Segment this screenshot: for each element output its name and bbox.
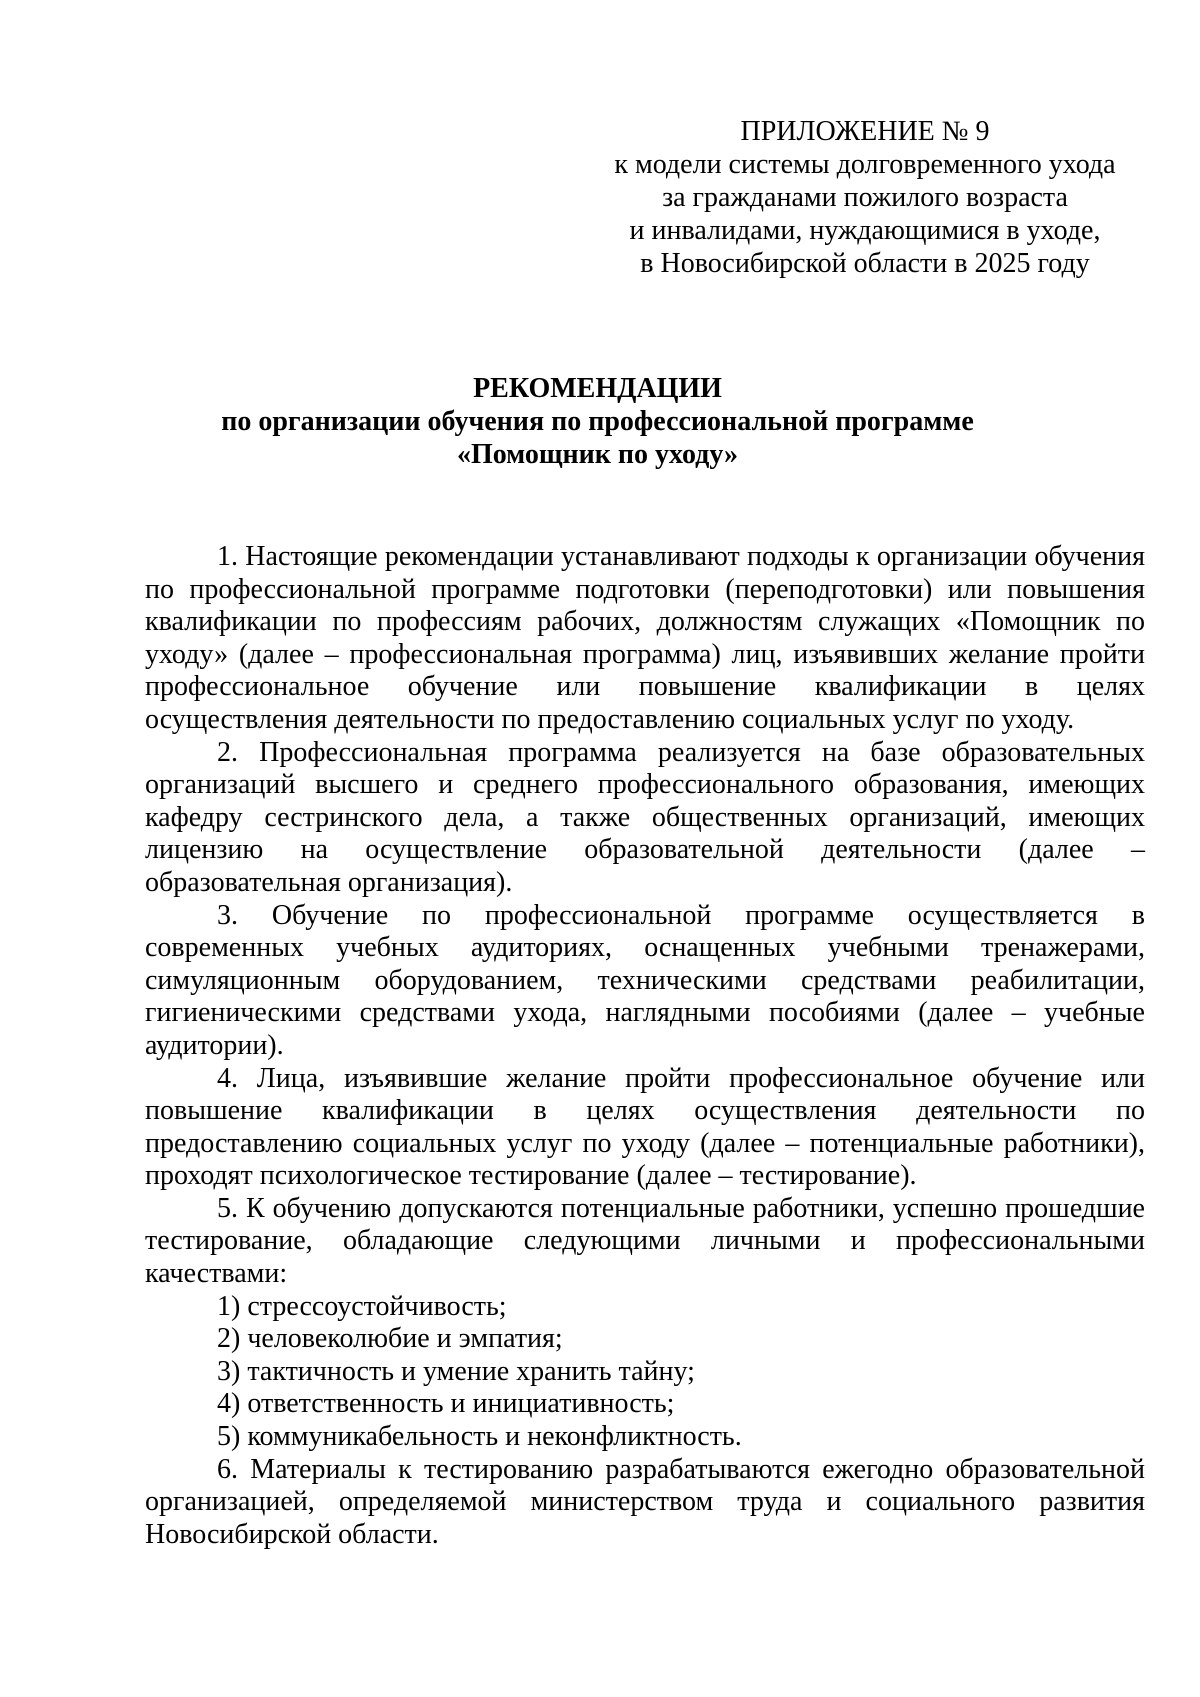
paragraph-6: 6. Материалы к тестированию разрабатываются ежегодно образовательной организацией, определяемой министерством труда и социального развития Новосибирской области. (145, 1453, 1145, 1550)
document-body (145, 541, 1145, 1551)
appendix-line-3: за гражданами пожилого возраста (662, 182, 1068, 213)
quality-item-1: 1) стрессоустойчивость; (217, 1290, 507, 1322)
paragraph-5: 5. К обучению допускаются потенциальные работники, успешно прошедшие тестирование, обладающие следующими личными и профессиональными качествами: (145, 1192, 1145, 1290)
paragraph-4: 4. Лица, изъявившие желание пройти профессиональное обучение или повышение квалификации в целях осуществления деятельности по предоставлению социальных услуг по уходу (далее – потенциальные работники), проходят психологическое тестирование (далее – тестирование). (145, 1062, 1145, 1192)
title-heading: РЕКОМЕНДАЦИИ (473, 373, 722, 404)
paragraph-1: 1. Настоящие рекомендации устанавливают подходы к организации обучения по профессиональной программе подготовки (переподготовки) или повышения квалификации по профессиям рабочих, должностям служащих «Помощник по уходу» (далее – профессиональная программа) лиц, изъявивших желание пройти профессиональное обучение или повышение квалификации в целях осуществления деятельности по предоставлению социальных услуг по уходу. (145, 541, 1145, 735)
paragraph-2: 2. Профессиональная программа реализуется на базе образовательных организаций высшего и среднего профессионального образования, имеющих кафедру сестринского дела, а также общественных организаций, имеющих лицензию на осуществление образовательной деятельности (далее – образовательная организация). (145, 736, 1145, 898)
title-subtitle-line-1: по организации обучения по профессиональной программе (221, 406, 974, 437)
quality-item-3: 3) тактичность и умение хранить тайну; (217, 1355, 695, 1387)
quality-item-2: 2) человеколюбие и эмпатия; (217, 1323, 563, 1355)
appendix-header (600, 115, 1130, 280)
title-subtitle-line-2: «Помощник по уходу» (456, 439, 739, 470)
quality-item-4: 4) ответственность и инициативность; (217, 1388, 675, 1420)
appendix-line-5: в Новосибирской области в 2025 году (640, 248, 1090, 279)
appendix-line-2: к модели системы долговременного ухода (614, 149, 1116, 180)
document-title (145, 372, 1050, 471)
paragraph-3: 3. Обучение по профессиональной программе осуществляется в современных учебных аудиториях, оснащенных учебными тренажерами, симуляционным оборудованием, техническими средствами реабилитации, гигиеническими средствами ухода, наглядными пособиями (далее – учебные аудитории). (145, 899, 1145, 1061)
quality-item-5: 5) коммуникабельность и неконфликтность. (217, 1421, 742, 1453)
appendix-number: ПРИЛОЖЕНИЕ № 9 (740, 116, 990, 147)
appendix-line-4: и инвалидами, нуждающимися в уходе, (629, 215, 1101, 246)
